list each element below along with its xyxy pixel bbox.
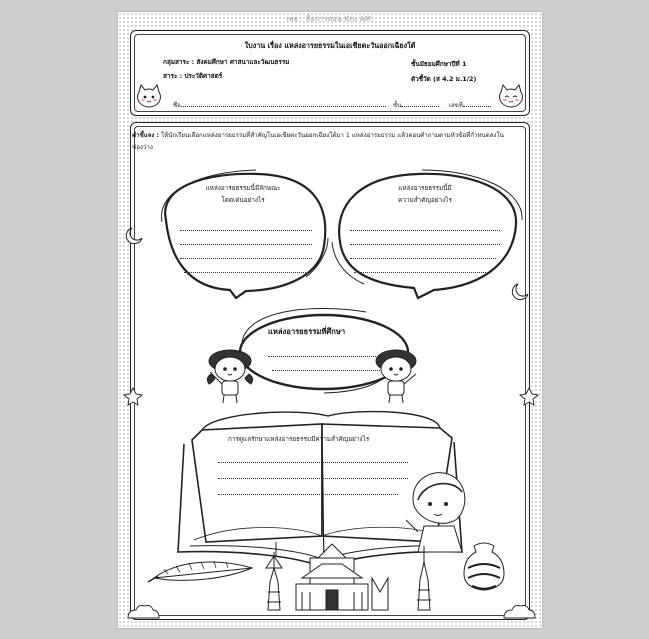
answer-line[interactable] xyxy=(218,462,408,463)
right-bubble-question: แหล่งอารยธรรมนี้มี ความสำคัญอย่างไร xyxy=(398,184,452,204)
indicator: ตัวชี้วัด (ส 4.2 ม.1/2) xyxy=(411,75,477,83)
answer-line[interactable] xyxy=(354,272,488,273)
grade-level: ชั้นมัธยมศึกษาปีที่ 1 xyxy=(411,60,467,68)
star-icon xyxy=(124,388,538,405)
answer-line[interactable] xyxy=(180,258,312,259)
name-field[interactable]: ชื่อ xyxy=(173,100,386,110)
answer-line[interactable] xyxy=(268,356,386,357)
worksheet-page xyxy=(118,12,542,628)
answer-line[interactable] xyxy=(350,258,496,259)
answer-line[interactable] xyxy=(184,272,308,273)
answer-line[interactable] xyxy=(350,244,500,245)
feather-icon xyxy=(148,561,252,582)
worksheet-title: ใบงาน เรื่อง แหล่งอารยธรรมในเอเชียตะวันออกเฉียงใต้ xyxy=(244,41,416,50)
page-credit: เพจ : สื่อการสอน Kru AM. xyxy=(286,15,374,23)
center-oval xyxy=(240,308,408,393)
kid-girl-icon xyxy=(207,350,252,403)
worksheet-artwork xyxy=(118,12,542,628)
instructions-text: ให้นักเรียนเลือกแหล่งอารยธรรมที่สำคัญในเอเชียตะวันออกเฉียงใต้มา 1 แหล่งอารยธรรม แล้วตอบคำถามตามหัวข้อที่กำหนดลงในช่องว่าง xyxy=(132,132,504,151)
number-field[interactable]: เลขที่ xyxy=(449,100,491,110)
answer-line[interactable] xyxy=(180,230,312,231)
vase-icon xyxy=(464,543,504,590)
subject-group: กลุ่มสาระ : สังคมศึกษา ศาสนาและวัฒนธรรม xyxy=(163,58,290,66)
left-bubble-question: แหล่งอารยธรรมนี้มีลักษณะ โดดเด่นอย่างไร xyxy=(205,184,281,204)
book-question: การดูแลรักษาแหล่งอารยธรรมมีความสำคัญอย่างไร xyxy=(228,435,370,443)
subject-name: สาระ : ประวัติศาสตร์ xyxy=(163,72,223,80)
answer-line[interactable] xyxy=(350,230,500,231)
class-field[interactable]: ชั้น xyxy=(393,100,439,110)
temple-icon xyxy=(266,542,388,610)
center-title: แหล่งอารยธรรมที่ศึกษา xyxy=(268,327,346,336)
answer-line[interactable] xyxy=(180,244,312,245)
answer-line[interactable] xyxy=(218,478,408,479)
instructions-label: คำชี้แจง : xyxy=(132,132,160,139)
answer-line[interactable] xyxy=(218,494,398,495)
answer-line[interactable] xyxy=(272,370,380,371)
